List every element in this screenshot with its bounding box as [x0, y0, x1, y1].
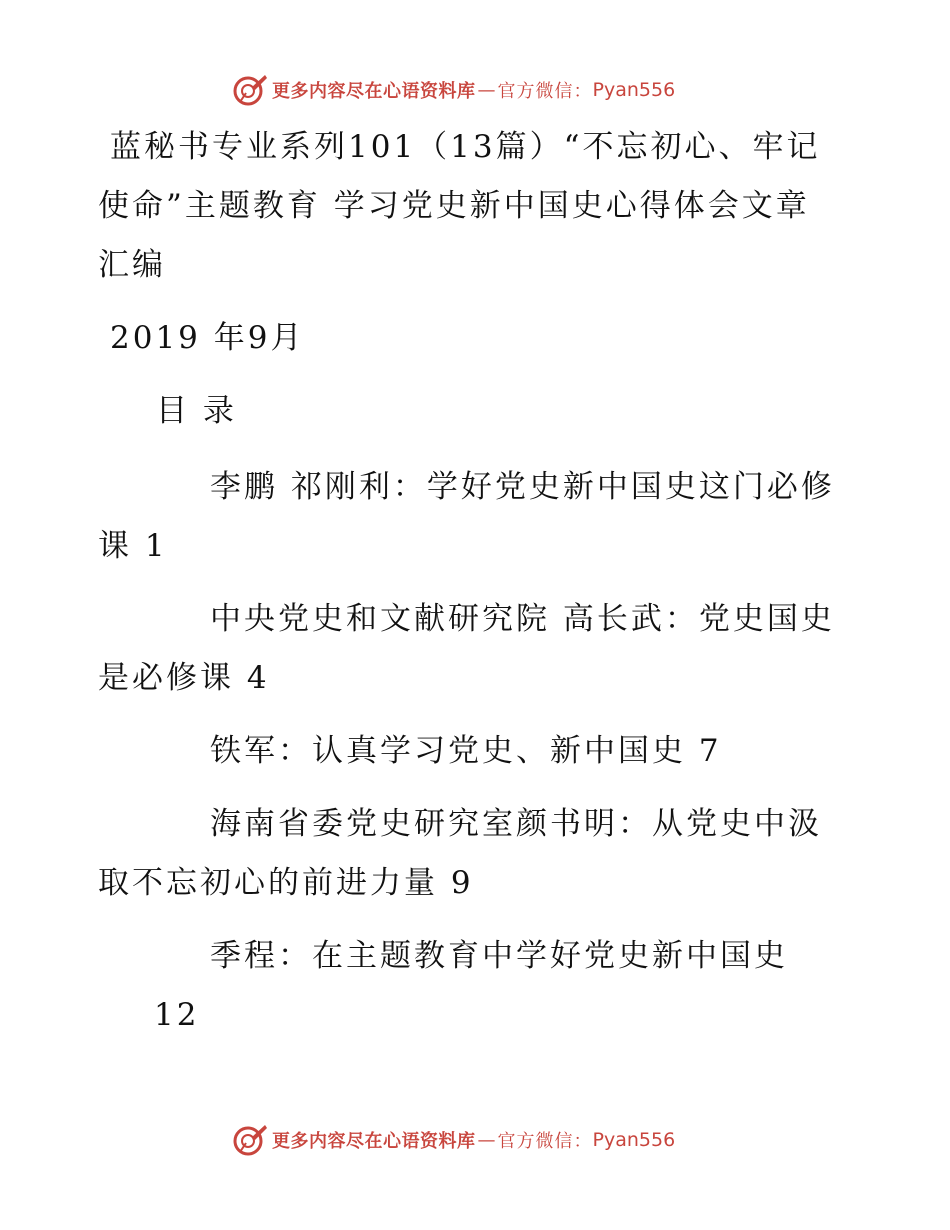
- watermark-wechat-id: Pyan556: [592, 79, 676, 101]
- toc-entry-1-line-1: 李鹏 祁刚利：学好党史新中国史这门必修: [210, 469, 835, 505]
- watermark-separator: —: [477, 79, 496, 101]
- toc-entry-5-line-1: 季程：在主题教育中学好党史新中国史: [210, 938, 788, 974]
- watermark-wechat-id: Pyan556: [592, 1129, 676, 1151]
- pen-logo-icon: [232, 72, 268, 108]
- toc-entry-3: 铁军：认真学习党史、新中国史 7: [210, 733, 722, 769]
- title-line-1: 蓝秘书专业系列101（13篇）“不忘初心、牢记: [110, 129, 821, 165]
- watermark-wechat-label: 官方微信：: [497, 1131, 593, 1152]
- watermark-main-text: 更多内容尽在心语资料库: [272, 81, 476, 102]
- watermark-main-text: 更多内容尽在心语资料库: [272, 1131, 476, 1152]
- title-line-3: 汇编: [98, 247, 166, 283]
- toc-entry-2-line-2: 是必修课 4: [98, 660, 270, 696]
- watermark-banner-bottom: [232, 1120, 675, 1160]
- toc-entry-5-line-2: 12: [154, 997, 200, 1033]
- watermark-separator: —: [477, 1129, 496, 1151]
- toc-entry-4-line-1: 海南省委党史研究室颜书明：从党史中汲: [210, 806, 822, 842]
- pen-logo-icon: [232, 1122, 268, 1158]
- title-line-2: 使命”主题教育 学习党史新中国史心得体会文章: [98, 188, 810, 224]
- toc-heading: 目 录: [156, 393, 237, 429]
- watermark-wechat-label: 官方微信：: [497, 81, 593, 102]
- toc-entry-1-line-2: 课 1: [98, 528, 168, 564]
- toc-entry-2-line-1: 中央党史和文献研究院 高长武：党史国史: [210, 601, 835, 637]
- toc-entry-4-line-2: 取不忘初心的前进力量 9: [98, 865, 474, 901]
- document-date: 2019 年9月: [110, 320, 305, 356]
- watermark-banner-top: [232, 70, 675, 110]
